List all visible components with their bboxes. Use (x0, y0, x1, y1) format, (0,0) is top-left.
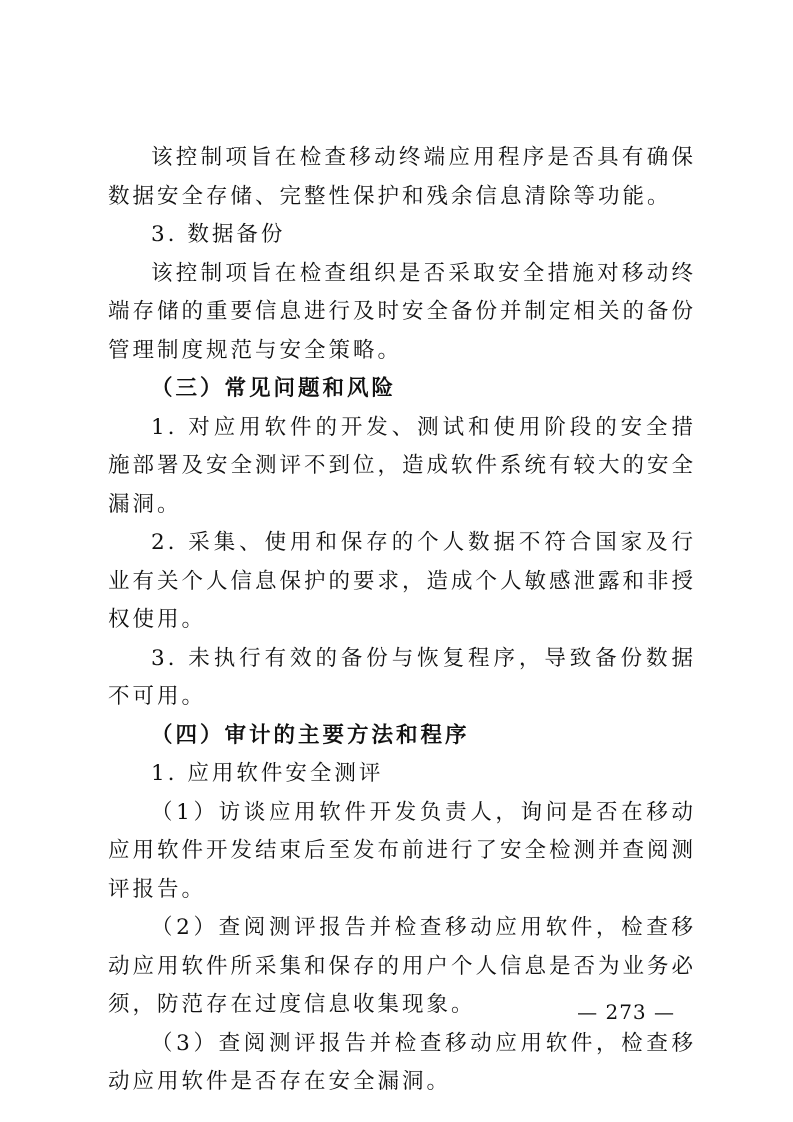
list-item: （2）查阅测评报告并检查移动应用软件，检查移动应用软件所采集和保存的用户个人信息是否为业务必须，防范存在过度信息收集现象。 (108, 915, 697, 1017)
section-heading: （四）审计的主要方法和程序 (151, 722, 470, 748)
paragraph: 该控制项旨在检查组织是否采取安全措施对移动终端存储的重要信息进行及时安全备份并制定相关的备份管理制度规范与安全策略。 (108, 260, 697, 363)
list-item: （1）访谈应用软件开发负责人，询问是否在移动应用软件开发结束后至发布前进行了安全检测并查阅测评报告。 (108, 799, 697, 902)
page-number: — 273 — (577, 1000, 675, 1024)
section-number-title: 1. 应用软件安全测评 (151, 761, 384, 786)
paragraph: 该控制项旨在检查移动终端应用程序是否具有确保数据安全存储、完整性保护和残余信息清除等功能。 (108, 145, 696, 209)
page-content (108, 139, 696, 1102)
page-footer (0, 1000, 793, 1024)
section-heading: （三）常见问题和风险 (151, 376, 397, 401)
section-number-title: 3. 数据备份 (151, 222, 286, 247)
list-item: 3. 未执行有效的备份与恢复程序，导致备份数据不可用。 (108, 645, 696, 709)
list-item: 2. 采集、使用和保存的个人数据不符合国家及行业有关个人信息保护的要求，造成个人敏感泄露和非授权使用。 (108, 530, 697, 632)
list-item: （3）查阅测评报告并检查移动应用软件，检查移动应用软件是否存在安全漏洞。 (108, 1030, 696, 1094)
list-item: 1. 对应用软件的开发、测试和使用阶段的安全措施部署及安全测评不到位，造成软件系统有较大的安全漏洞。 (108, 414, 697, 517)
